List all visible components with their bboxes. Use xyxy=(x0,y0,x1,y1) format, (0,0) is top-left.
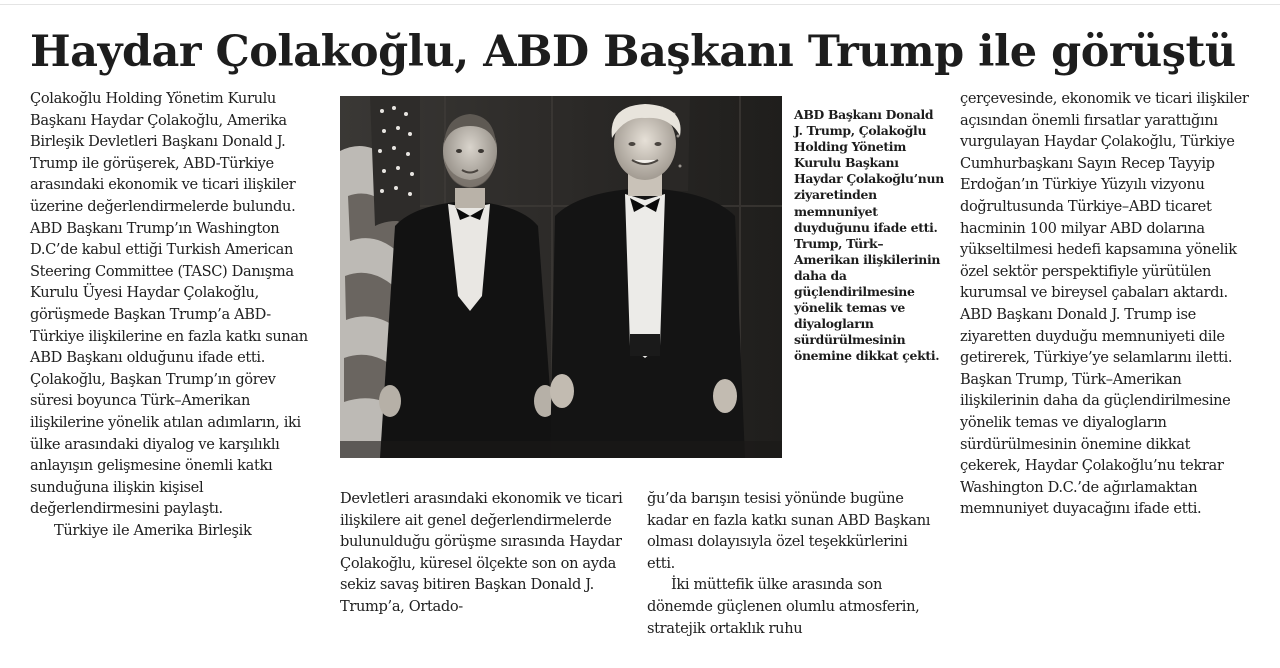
photo-illustration xyxy=(340,96,782,458)
column-3-paragraph-2: İki müttefik ülke arasında son dönemde güçlenen olumlu atmosferin, stratejik ortaklık ruhu xyxy=(647,576,920,637)
column-4-text: çerçevesinde, ekonomik ve ticari ilişkiler açısından önemli fırsatlar yarattığını vurgulayan Haydar Çolakoğlu, Türkiye Cumhurbaşkanı Sayın Recep Tayyip Erdoğan’ın Türkiye Yüzyılı vizyonu doğrultusunda Türkiye–ABD ticaret hacminin 100 milyar ABD dolarına yükseltilmesi hedefi kapsamına yönelik özel sektör perspektifiyle yürütülen kurumsal ve bireysel çabaları aktardı. ABD Başkanı Donald J. Trump ise ziyaretten duyduğu memnuniyeti dile getirerek, Türkiye’ye selamlarını iletti. Başkan Trump, Türk–Amerikan ilişkilerinin daha da güçlendirilmesine yönelik temas ve diyalogların sürdürülmesinin önemine dikkat çekerek, Haydar Çolakoğlu’nu tekrar Washington D.C.’de ağırlamaktan memnuniyet duyacağını ifade etti. xyxy=(960,90,1249,518)
article-column-1 xyxy=(30,88,320,541)
column-1-paragraph-1: Çolakoğlu Holding Yönetim Kurulu Başkanı Haydar Çolakoğlu, Amerika Birleşik Devletleri Başkanı Donald J. Trump ile görüşerek, ABD-Türkiye arasındaki ekonomik ve ticari ilişkiler üzerine değerlendirmelerde bulundu. ABD Başkanı Trump’ın Washington D.C’de kabul ettiği Turkish American Steering Committee (TASC) Danışma Kurulu Üyesi Haydar Çolakoğlu, görüşmede Başkan Trump’a ABD-Türkiye ilişkilerine en fazla katkı sunan ABD Başkanı olduğunu ifade etti. Çolakoğlu, Başkan Trump’ın görev süresi boyunca Türk–Amerikan ilişkilerine yönelik atılan adımların, iki ülke arasındaki diyalog ve karşılıklı anlayışın gelişmesine önemli katkı sunduğuna ilişkin kişisel değerlendirmesini paylaştı. xyxy=(30,90,308,518)
article-column-3 xyxy=(647,488,937,639)
headline: Haydar Çolakoğlu, ABD Başkanı Trump ile görüştü xyxy=(30,27,1236,77)
column-1-paragraph-2: Türkiye ile Amerika Birleşik xyxy=(54,521,252,539)
top-rule xyxy=(0,4,1280,5)
photo-caption: ABD Başkanı Donald J. Trump, Çolakoğlu Holding Yönetim Kurulu Başkanı Haydar Çolakoğlu’nun ziyaretinden memnuniyet duyduğunu ifade etti. Trump, Türk–Amerikan ilişkilerinin daha da güçlendirilmesine yönelik temas ve diyalogların sürdürülmesinin önemine dikkat çekti. xyxy=(794,107,944,364)
news-photo xyxy=(340,96,782,458)
article-column-2 xyxy=(340,488,630,618)
column-3-paragraph-1: ğu’da barışın tesisi yönünde bugüne kadar en fazla katkı sunan ABD Başkanı olması dolayısıyla özel teşekkürlerini etti. xyxy=(647,490,931,572)
article-column-4 xyxy=(960,88,1250,520)
column-2-text: Devletleri arasındaki ekonomik ve ticari ilişkilere ait genel değerlendirmelerde bulunulduğu görüşme sırasında Haydar Çolakoğlu, küresel ölçekte son on ayda sekiz savaş bitiren Başkan Donald J. Trump’a, Ortado- xyxy=(340,490,623,615)
